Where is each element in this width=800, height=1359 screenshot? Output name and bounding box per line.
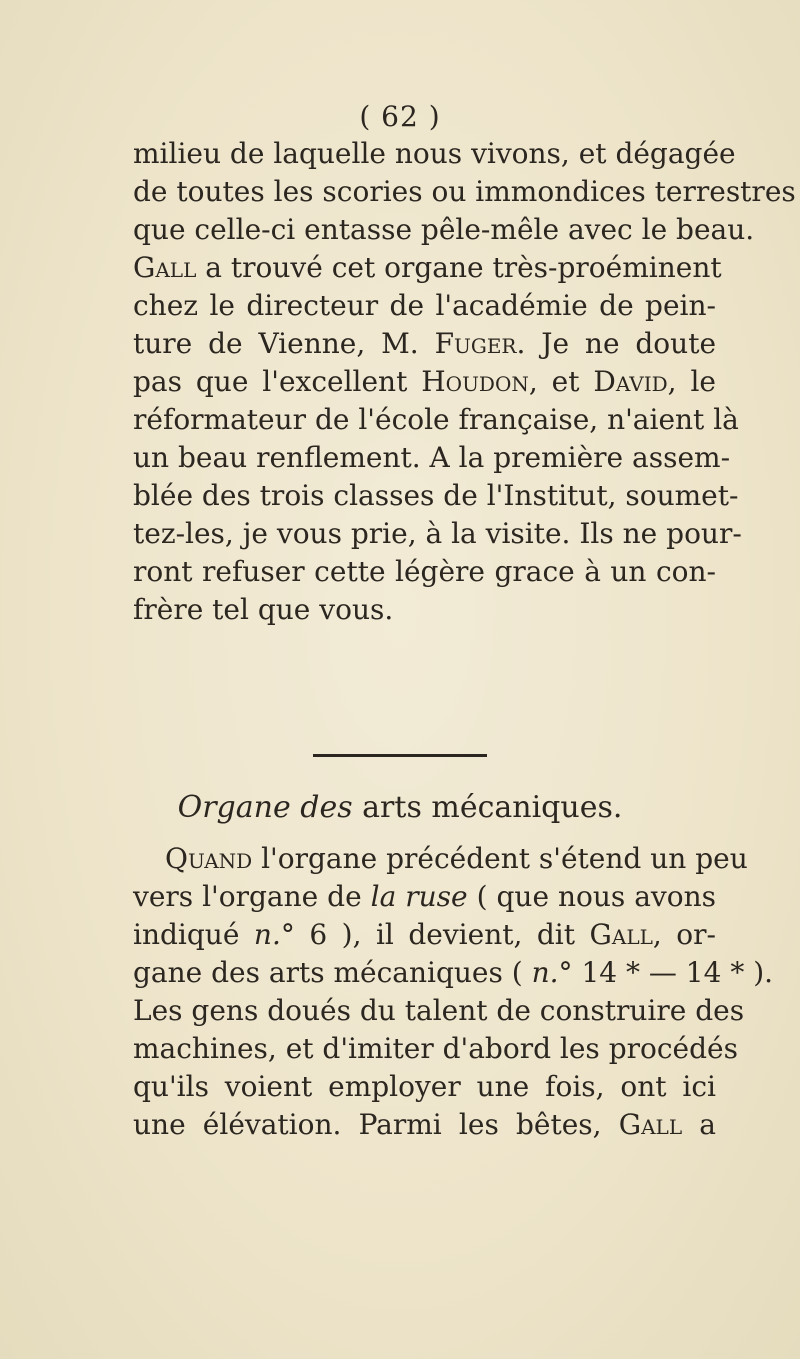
text-line: Les gens doués du talent de construire des xyxy=(133,994,745,1027)
author-name-gall: Gall xyxy=(133,251,197,284)
heading-italic: Organe des xyxy=(177,790,353,825)
text-line: Gall a trouvé cet organe très-proéminent xyxy=(133,251,722,284)
name-houdon: Houdon xyxy=(421,365,529,398)
text-line: blée des trois classes de l'Institut, soumet- xyxy=(133,479,739,512)
text-line: une élévation. Parmi les bêtes, Gall a xyxy=(133,1108,716,1141)
text-line: gane des arts mécaniques ( n.° 14 * — 14 * ). xyxy=(133,956,774,989)
text-line: pas que l'excellent Houdon, et David, le xyxy=(133,365,716,398)
text-line: chez le directeur de l'académie de pein- xyxy=(133,289,716,322)
name-fuger: Fuger. xyxy=(434,327,526,360)
page-number: ( 62 ) xyxy=(359,100,441,133)
heading-roman: arts mécaniques. xyxy=(362,790,623,825)
text-line: machines, et d'imiter d'abord les procédés xyxy=(133,1032,738,1065)
text-line: tez-les, je vous prie, à la visite. Ils ne pour- xyxy=(133,517,742,550)
text-line: ront refuser cette légère grace à un con- xyxy=(133,555,716,588)
name-david: David xyxy=(593,365,668,398)
organ-name-ruse: la ruse xyxy=(370,880,468,913)
text-line: indiqué n.° 6 ), il devient, dit Gall, or- xyxy=(133,918,716,951)
text-line: réformateur de l'école française, n'aient là xyxy=(133,403,739,436)
author-name-gall: Gall xyxy=(589,918,653,951)
text-line: milieu de laquelle nous vivons, et dégagée xyxy=(133,137,736,170)
text-line: frère tel que vous. xyxy=(133,593,394,626)
paragraph-1 xyxy=(133,135,796,629)
text-line: que celle-ci entasse pêle-mêle avec le beau. xyxy=(133,213,755,246)
paragraph-2 xyxy=(133,840,774,1144)
author-name-gall: Gall xyxy=(618,1108,683,1141)
text-line: qu'ils voient employer une fois, ont ici xyxy=(133,1070,716,1103)
text-line: de toutes les scories ou immondices terrestres xyxy=(133,175,796,208)
opening-word: Quand xyxy=(165,842,253,875)
section-heading xyxy=(0,788,800,828)
text-line: ture de Vienne, M. Fuger. Je ne doute xyxy=(133,327,717,360)
text-line: Quand l'organe précédent s'étend un peu xyxy=(165,842,748,875)
text-line: un beau renflement. A la première assem- xyxy=(133,441,731,474)
text-line: vers l'organe de la ruse ( que nous avons xyxy=(133,880,716,913)
section-divider xyxy=(313,754,487,757)
